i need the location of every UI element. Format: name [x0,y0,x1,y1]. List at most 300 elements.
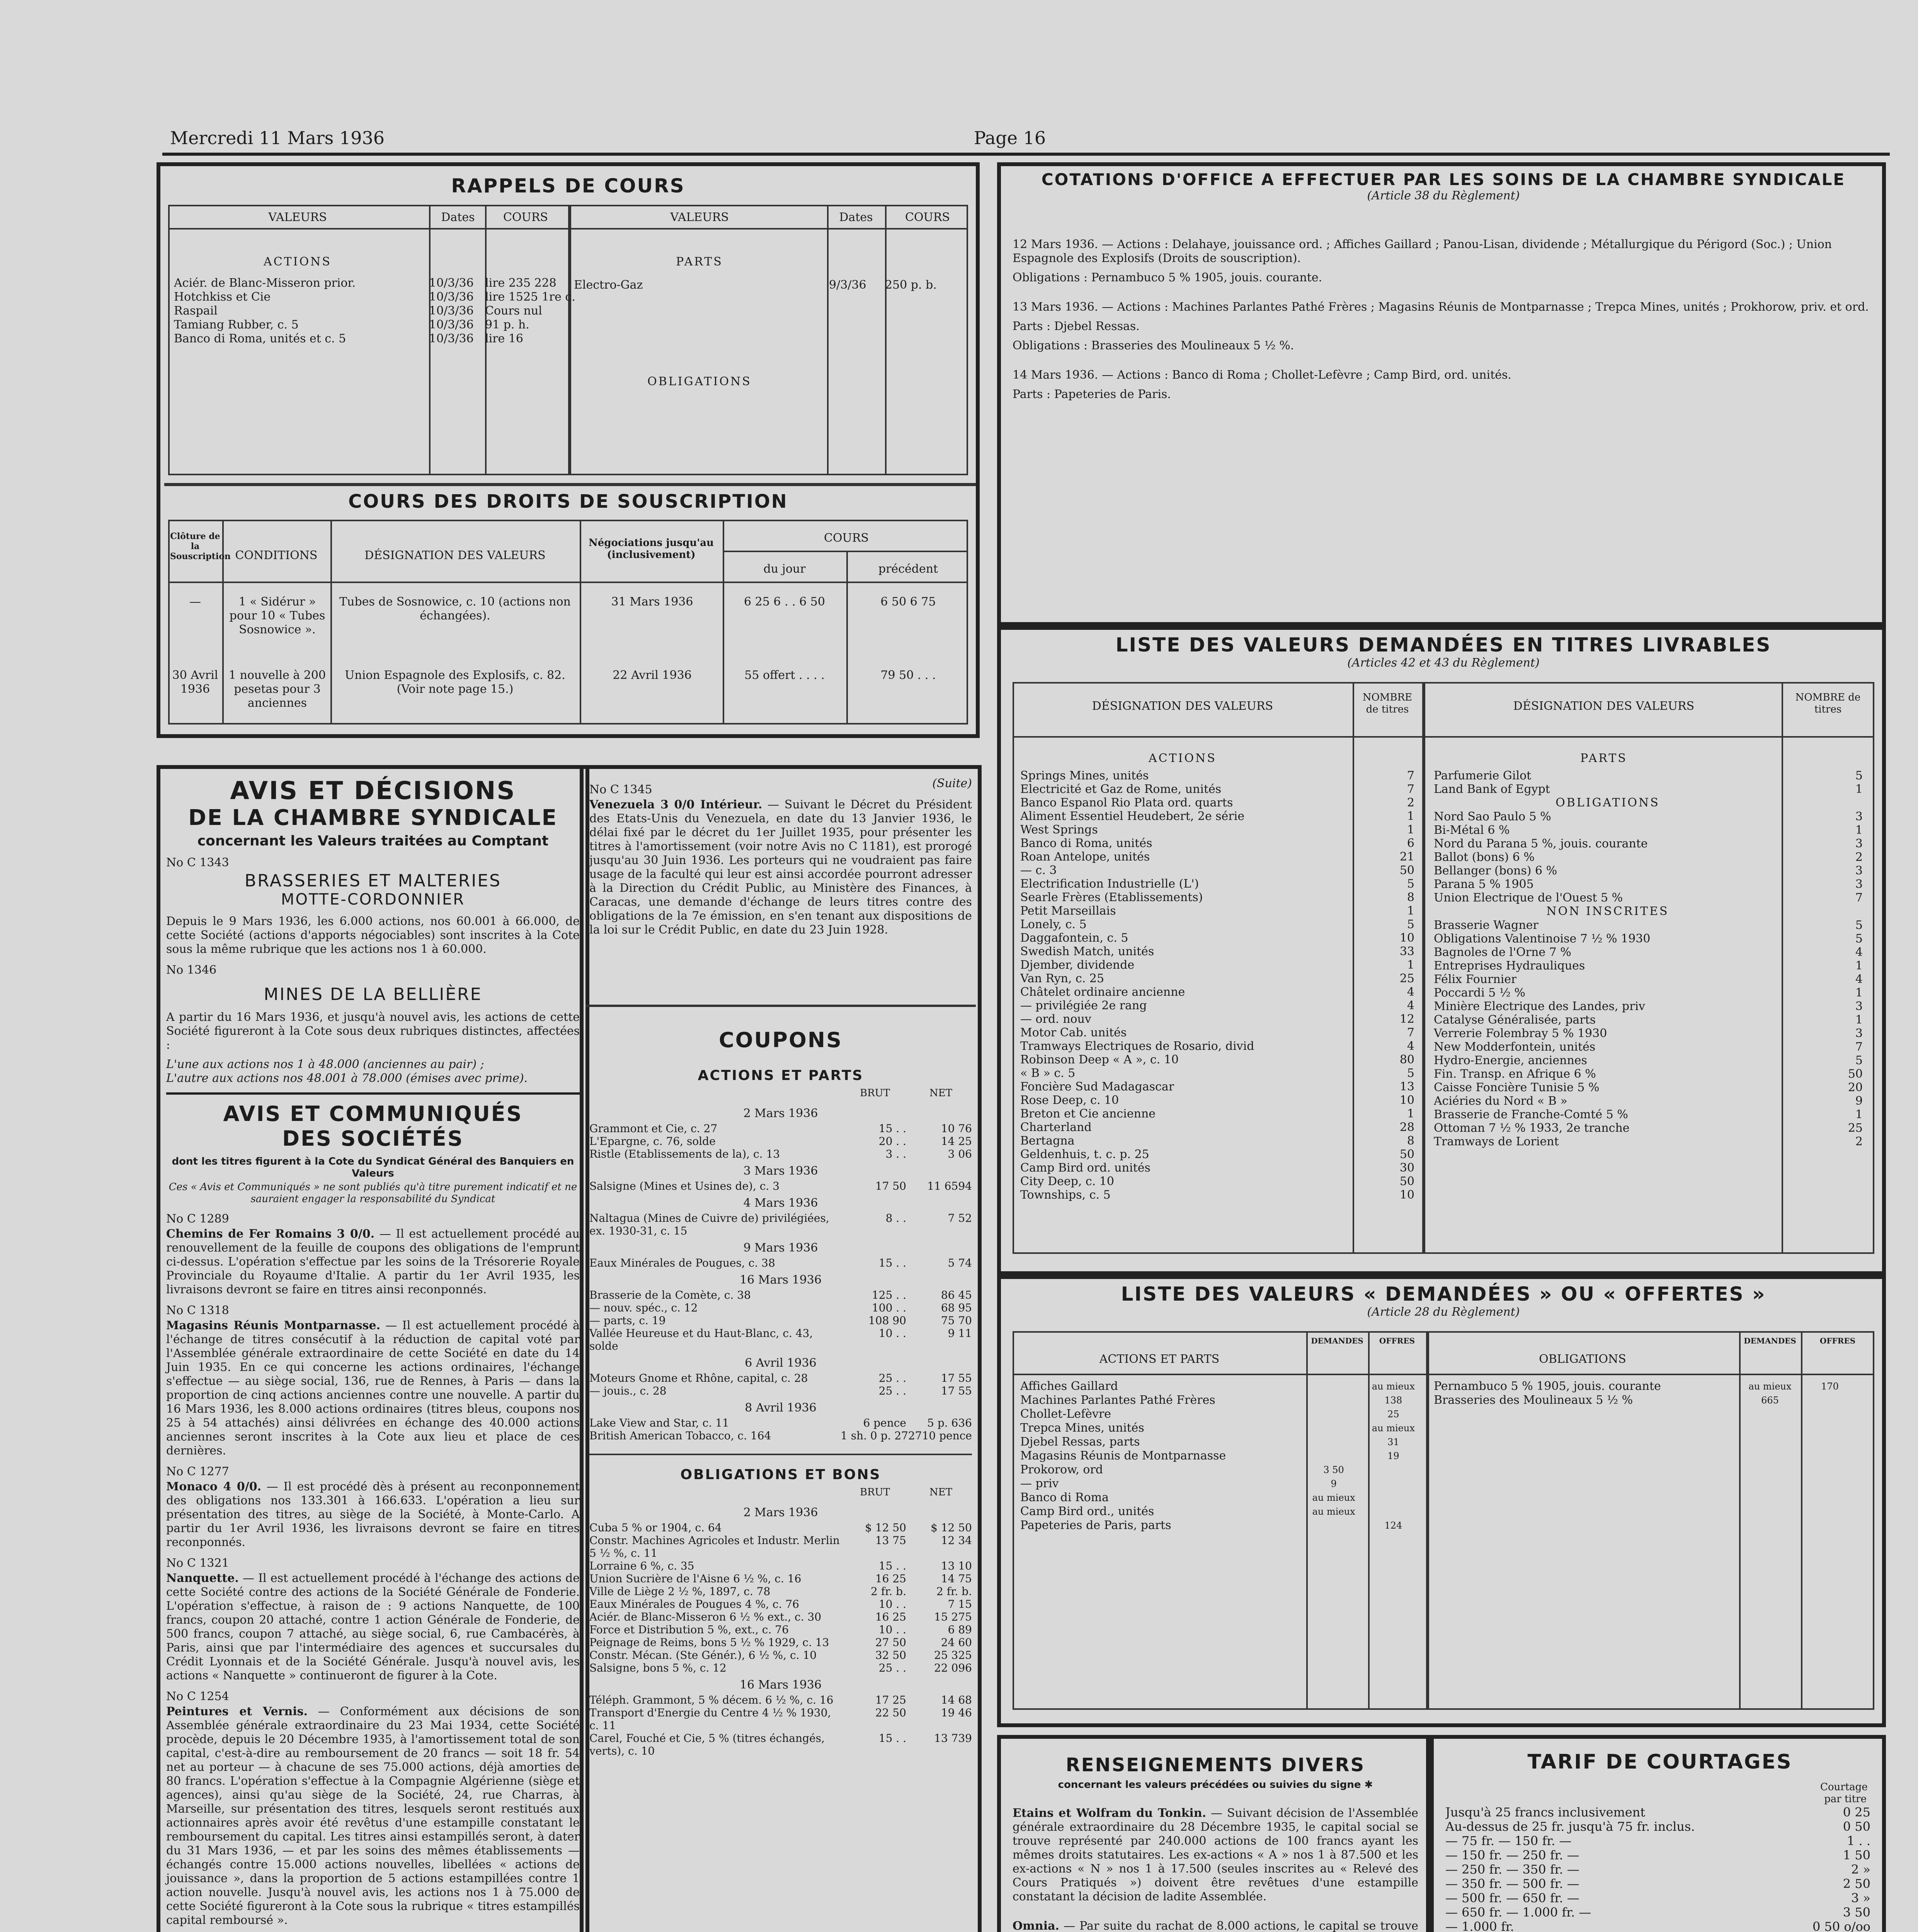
rappels-action-name: Hotchkiss et Cie [174,290,271,304]
coupon-obligation-brut: 15 . . [878,1560,906,1572]
livrables-non-inscrites-row-value: 4 [1855,973,1863,986]
communique-heading: Monaco 4 0/0. [166,1480,262,1493]
rappels-action-row [174,276,564,290]
livrables-non-inscrites-row-name: Fin. Transp. en Afrique 6 % [1434,1067,1596,1081]
coupon-action-date: 3 Mars 1936 [743,1164,818,1178]
coupon-action-net: 14 25 [941,1135,972,1148]
coupon-obligation-brut: 2 fr. b. [870,1585,906,1598]
livrables-left-row-value: 1 [1407,958,1414,972]
livrables-left-row-name: Van Ryn, c. 25 [1020,972,1105,985]
coupon-obligation-row [589,1611,972,1623]
renseignements-head-2: Omnia. [1013,1919,1059,1932]
demandees-left-demande [1303,1519,1364,1532]
coupon-obligation-date: 2 Mars 1936 [743,1506,818,1519]
courtages-row-value: 1 50 [1843,1848,1870,1862]
livrables-non-inscrites-row-value: 5 [1855,1054,1863,1067]
coupon-obligation-net: 19 46 [941,1706,972,1719]
courtages-row [1445,1920,1870,1932]
livrables-left-row-value: 25 [1399,972,1414,985]
rappels-action-name: Banco di Roma, unités et c. 5 [174,332,346,345]
livrables-left-row-name: Lonely, c. 5 [1020,918,1087,931]
demandees-left-name: Papeteries de Paris, parts [1020,1519,1171,1532]
livrables-left-list [1020,769,1414,1202]
demandees-right-row [1434,1379,1870,1393]
coupon-obligation-brut: 22 50 [875,1706,906,1719]
cotations-items [1013,238,1874,401]
livrables-left-row [1020,945,1414,958]
livrables-left-row [1020,1161,1414,1175]
livrables-left-row [1020,999,1414,1012]
livrables-left-row-name: « B » c. 5 [1020,1066,1076,1080]
livrables-non-inscrites-row-value: 9 [1855,1094,1863,1108]
coupon-action-net: 75 70 [941,1314,972,1327]
communique-paragraph [166,1227,580,1297]
livrables-left-row-value: 4 [1407,985,1414,999]
courtages-row [1445,1905,1870,1920]
livrables-col-nombre: NOMBRE de titres [1362,692,1413,715]
courtages-row [1445,1805,1870,1820]
livrables-left-row [1020,877,1414,891]
coupon-action-brut: 1 sh. 0 p. 2727 [841,1429,922,1442]
rappels-action-date: 10/3/36 [429,332,474,345]
rappels-col-cours: COURS [503,211,548,224]
courtages-row [1445,1820,1870,1834]
coupon-obligation-row [589,1560,972,1572]
communique-heading: Nanquette. [166,1571,239,1585]
coupon-obligation-brut: 27 50 [875,1636,906,1649]
courtages-row-name: Jusqu'à 25 francs inclusivement [1445,1805,1646,1820]
coupon-action-brut: 17 50 [875,1180,906,1192]
demandees-left-name: Camp Bird ord., unités [1020,1505,1154,1518]
demandees-left-name: Magasins Réunis de Montparnasse [1020,1449,1226,1463]
coupon-action-name: Moteurs Gnome et Rhône, capital, c. 28 [589,1372,808,1384]
livrables-non-inscrites-row [1434,1108,1863,1121]
courtages-row-name: — 1.000 fr. [1445,1920,1514,1932]
coupon-obligation-net: 22 096 [934,1662,972,1674]
cotations-item: 12 Mars 1936. — Actions : Delahaye, jouissance ord. ; Affiches Gaillard ; Panou-Lisan, dividende ; Métallurgique du Périgord (Soc.) ; Union Espagnole des Explosifs (Droits de souscription). [1013,238,1832,265]
cotations-item: Parts : Papeteries de Paris. [1013,388,1171,401]
coupon-obligation-net: $ 12 50 [931,1521,972,1534]
demandees-section [1013,1283,1874,1319]
coupon-action-name: L'Epargne, c. 76, solde [589,1135,716,1148]
courtages-row-value: 1 . . [1847,1833,1870,1848]
rappels-action-cours: lire 235 228 [485,276,557,290]
coupon-action-brut: 108 90 [868,1314,906,1327]
courtages-row [1445,1891,1870,1905]
demandees-right-name: Brasseries des Moulineaux 5 ½ % [1434,1393,1633,1407]
souscription-conditions: 1 « Sidérur » pour 10 « Tubes Sosnowice ». [229,595,325,636]
souscription-col-designation: DÉSIGNATION DES VALEURS [364,549,546,562]
livrables-left-row-name: — c. 3 [1020,864,1057,877]
livrables-obligations-row-name: Bi-Métal 6 % [1434,823,1510,837]
livrables-non-inscrites-row-value: 5 [1855,932,1863,946]
rappels-action-date: 10/3/36 [429,276,474,290]
communique-heading: Magasins Réunis Montparnasse. [166,1319,381,1332]
rappels-action-row [174,290,575,304]
livrables-left-row-name: Banco di Roma, unités [1020,837,1152,850]
courtages-row-value: 0 50 o/oo [1812,1919,1870,1932]
demandees-left-demande [1303,1407,1364,1421]
livrables-left-row-value: 4 [1407,999,1414,1012]
demandees-left-row [1020,1449,1422,1463]
livrables-non-inscrites-row [1434,1040,1863,1054]
rappels-actions-label: ACTIONS [264,255,332,269]
livrables-non-inscrites-row-value: 1 [1855,959,1863,973]
coupon-obligation-row [589,1521,972,1534]
communique-heading: Peintures et Vernis. [166,1705,308,1718]
coupon-action-name: Vallée Heureuse et du Haut-Blanc, c. 43, solde [589,1327,813,1352]
rappels-parts-list [574,278,964,292]
demandees-title: LISTE DES VALEURS « DEMANDÉES » OU « OFFERTES » [1121,1283,1766,1305]
coupon-action-date: 16 Mars 1936 [740,1273,822,1287]
demandees-left-offre [1365,1505,1422,1519]
demandees-left-row [1020,1407,1422,1421]
coupons-title: COUPONS [719,1028,842,1052]
page-header [170,124,1870,151]
livrables-parts-row-value: 1 [1855,782,1863,796]
rappels-actions-list [174,276,575,346]
coupon-obligation-date: 16 Mars 1936 [740,1678,822,1692]
livrables-left-row [1020,1094,1414,1107]
demandees-left-row [1020,1463,1422,1477]
coupon-action-row [589,1417,972,1429]
livrables-col-designation: DÉSIGNATION DES VALEURS [1092,699,1273,713]
renseignements-title: RENSEIGNEMENTS DIVERS [1065,1754,1365,1776]
courtages-row-value: 0 50 [1843,1819,1870,1834]
coupon-action-name: — parts, c. 19 [589,1314,666,1327]
livrables-parts-row-name: Land Bank of Egypt [1434,782,1550,796]
rappels-action-cours: lire 1525 1re c. [485,290,575,304]
demandees-right-list [1434,1379,1870,1407]
livrables-non-inscrites-row [1434,973,1863,986]
coupon-obligation-brut: 10 . . [878,1598,906,1611]
livrables-non-inscrites-row-name: Catalyse Généralisée, parts [1434,1013,1596,1027]
communique-paragraph [166,1571,580,1683]
coupon-obligation-brut: 16 25 [875,1572,906,1585]
coupon-action-brut: 25 . . [878,1372,906,1384]
coupon-action-date: 2 Mars 1936 [743,1107,818,1120]
livrables-non-inscrites-row-value: 1 [1855,986,1863,1000]
coupon-obligation-row [589,1623,972,1636]
coupon-action-brut: 25 . . [878,1384,906,1397]
rappels-action-row [174,318,564,332]
livrables-left-row-name: Petit Marseillais [1020,904,1116,918]
venezuela-section [589,777,972,942]
livrables-left-row-name: Robinson Deep « A », c. 10 [1020,1053,1179,1066]
coupon-obligation-net: 14 68 [941,1694,972,1706]
communique-paragraph [166,1705,580,1927]
livrables-left-row-value: 7 [1407,769,1414,782]
demandees-left-offre: 25 [1387,1409,1399,1420]
communique-ref: No C 1289 [166,1212,229,1226]
livrables-right-list [1434,769,1867,1148]
livrables-left-row [1020,985,1414,999]
livrables-left-row [1020,837,1414,850]
rappels-part-cours: 250 p. b. [885,278,937,292]
coupon-action-name: Ristle (Etablissements de la), c. 13 [589,1148,780,1160]
livrables-left-row [1020,823,1414,837]
coupon-action-row [589,1180,972,1192]
demandees-left-name: Prokorow, ord [1020,1463,1103,1476]
livrables-non-inscrites-row-value: 5 [1855,918,1863,932]
coupon-action-net: 7 52 [948,1212,972,1225]
livrables-left-row-value: 80 [1399,1053,1414,1066]
renseignements-subtitle: concernant les valeurs précédées ou suivies du signe ✱ [1058,1779,1373,1791]
livrables-left-row [1020,1134,1414,1148]
livrables-parts-row-value: 5 [1855,769,1863,782]
livrables-subtitle: (Articles 42 et 43 du Règlement) [1347,656,1540,670]
avis-chambre-paragraph-2c: L'autre aux actions nos 48.001 à 78.000 (émises avec prime). [166,1071,528,1085]
coupon-obligation-name: Eaux Minérales de Pougues 4 %, c. 76 [589,1598,799,1611]
livrables-left-row [1020,810,1414,823]
livrables-non-inscrites-row-value: 50 [1848,1067,1863,1081]
livrables-left-row-value: 50 [1399,864,1414,877]
coupon-action-brut: 100 . . [871,1301,906,1314]
coupons-brut-label-2: BRUT [860,1486,890,1498]
courtages-row-name: — 150 fr. — 250 fr. — [1445,1848,1579,1862]
communique-ref: No C 1254 [166,1690,229,1703]
coupon-action-brut: 10 . . [878,1327,906,1340]
livrables-left-row [1020,1066,1414,1080]
livrables-left-row [1020,850,1414,864]
venezuela-ref: No C 1345 [589,783,652,796]
demandees-left-demande: au mieux [1312,1506,1355,1517]
livrables-left-row-name: — ord. nouv [1020,1012,1091,1026]
coupon-action-brut: 3 . . [885,1148,906,1160]
demandees-left-offre: 19 [1387,1451,1399,1461]
livrables-non-inscrites-row-value: 3 [1855,1027,1863,1040]
avis-chambre-paragraph-2: A partir du 16 Mars 1936, et jusqu'à nouvel avis, les actions de cette Société figureront à la Cote sous deux rubriques distinctes, affectées : [166,1010,580,1052]
demandees-left-offre [1365,1491,1422,1505]
souscription-designation: Union Espagnole des Explosifs, c. 82. (Voir note page 15.) [345,668,565,696]
coupon-obligation-net: 13 739 [934,1732,972,1745]
demandees-left-offre: au mieux [1372,1423,1415,1434]
livrables-left-row-value: 12 [1399,1012,1414,1026]
courtages-row-name: — 350 fr. — 500 fr. — [1445,1877,1579,1891]
coupon-action-date: 9 Mars 1936 [743,1241,818,1255]
demandees-col-offres-2: OFFRES [1819,1336,1856,1345]
coupon-action-net: 11 6594 [927,1180,972,1192]
livrables-obligations-row-value: 3 [1855,837,1863,850]
livrables-obligations-row-value: 2 [1855,850,1863,864]
cotations-subtitle: (Article 38 du Règlement) [1367,189,1520,202]
communiques-title-2: DES SOCIÉTÉS [282,1126,464,1151]
souscription-negociations: 22 Avril 1936 [613,668,692,682]
coupon-action-net: 10 76 [941,1122,972,1135]
livrables-parts-row-name: Parfumerie Gilot [1434,769,1532,782]
livrables-left-row-value: 4 [1407,1039,1414,1053]
demandees-left-demande: 9 [1331,1478,1337,1489]
livrables-left-row-name: West Springs [1020,823,1098,837]
livrables-left-row-name: Electrification Industrielle (L') [1020,877,1199,891]
coupon-action-name: — jouis., c. 28 [589,1384,667,1397]
livrables-obligations-row [1434,891,1863,905]
courtages-row-name: — 75 fr. — 150 fr. — [1445,1834,1572,1848]
courtages-row-name: — 650 fr. — 1.000 fr. — [1445,1905,1591,1920]
livrables-non-inscrites-row-value: 20 [1848,1081,1863,1094]
demandees-left-offre [1365,1477,1422,1491]
livrables-non-inscrites-row-name: Minière Electrique des Landes, priv [1434,1000,1646,1013]
coupon-action-net: 86 45 [941,1289,972,1301]
livrables-left-row-value: 13 [1399,1080,1414,1094]
demandees-left-offre [1365,1463,1422,1477]
livrables-obligations-row-value: 3 [1855,810,1863,823]
livrables-left-row-name: Geldenhuis, t. c. p. 25 [1020,1148,1149,1161]
demandees-left-name: Machines Parlantes Pathé Frères [1020,1393,1215,1407]
souscription-col-jour: du jour [763,562,806,576]
coupon-obligation-brut: 10 . . [878,1623,906,1636]
demandees-left-demande [1303,1393,1364,1407]
coupon-obligation-name: Salsigne, bons 5 %, c. 12 [589,1662,727,1674]
coupon-action-net: 68 95 [941,1301,972,1314]
courtages-row-name: — 250 fr. — 350 fr. — [1445,1862,1579,1877]
coupon-obligation-row [589,1636,972,1649]
livrables-left-row [1020,1039,1414,1053]
coupon-obligation-net: 2 fr. b. [936,1585,972,1598]
coupons-actions-title: ACTIONS ET PARTS [698,1068,864,1083]
communique-text: — Il est actuellement procédé à l'échange de titres consécutif à la réduction de capital voté par l'Assemblée générale extraordinaire de cette Société en date du 14 Juin 1935. En ce qui concerne les actions ordinaires, l'échange s'effectue — au siège social, 136, rue de Rennes, à Paris — dans la proportion de cinq actions anciennes contre une nouvelle. A partir du 16 Mars 1936, les 8.000 actions ordinaires (titres bleus, coupons nos 25 à 54 attachés) ainsi délivrées en échange des 40.000 actions anciennes seront inscrites à la Cote aux lieu et place de ces dernières. [166,1319,580,1458]
coupon-obligation-row [589,1598,972,1611]
livrables-non-inscrites-row-value: 1 [1855,1013,1863,1027]
demandees-left-row [1020,1491,1422,1505]
demandees-left-name: Affiches Gaillard [1020,1379,1118,1393]
rappels-col-dates-2: Dates [839,211,873,224]
livrables-non-inscrites-row [1434,1000,1863,1013]
coupons-actions-table [589,1107,972,1442]
demandees-left-offre: 124 [1384,1520,1402,1531]
livrables-left-row [1020,1175,1414,1188]
coupon-obligation-row [589,1694,972,1706]
rappels-part-name: Electro-Gaz [574,278,643,292]
demandees-left-demande: 3 50 [1323,1464,1344,1475]
livrables-left-row [1020,864,1414,877]
livrables-left-row [1020,931,1414,945]
coupon-obligation-row [589,1706,972,1732]
renseignements-text-2: — Par suite du rachat de 8.000 actions, le capital se trouve [1064,1919,1418,1932]
coupon-action-name: British American Tobacco, c. 164 [589,1429,771,1442]
rappels-action-cours: 91 p. h. [485,318,529,332]
renseignements-text-1: — Suivant décision de l'Assemblée générale extraordinaire du 28 Décembre 1935, le capital social se trouve représenté par 240.000 actions de 100 francs ayant les mêmes droits statutaires. Les ex-actions « A » nos 1 à 87.500 et les ex-actions « N » nos 1 à 17.500 (seules inscrites au « Relevé des Cours Pratiqués ») doivent être revêtues d'une estampille constatant la décision de ladite Assemblée. [1013,1806,1418,1903]
livrables-left-row-value: 8 [1407,1134,1414,1148]
rappels-action-name: Raspail [174,304,218,318]
communiques-title-1: AVIS ET COMMUNIQUÉS [223,1102,523,1126]
rappels-action-date: 10/3/36 [429,304,474,318]
demandees-subtitle: (Article 28 du Règlement) [1367,1305,1520,1319]
communiques-items [166,1212,580,1932]
livrables-non-inscrites-row [1434,1013,1863,1027]
avis-chambre-section [166,777,580,1932]
livrables-obligations-row-name: Nord du Parana 5 %, jouis. courante [1434,837,1648,850]
rappels-action-row [174,332,564,346]
souscription-col-cloture: Clôture de la Souscription [170,531,231,561]
coupons-net-label: NET [929,1087,953,1099]
livrables-left-row [1020,891,1414,904]
avis-chambre-heading-1: BRASSERIES ET MALTERIES [244,871,502,891]
livrables-col-designation-2: DÉSIGNATION DES VALEURS [1513,699,1695,713]
demandees-col-offres: OFFRES [1379,1336,1415,1345]
coupon-obligation-brut: 25 . . [878,1662,906,1674]
livrables-left-row [1020,904,1414,918]
coupon-obligation-name: Peignage de Reims, bons 5 ½ % 1929, c. 13 [589,1636,829,1649]
avis-chambre-heading-2: MINES DE LA BELLIÈRE [264,985,482,1004]
livrables-non-inscrites-row-value: 3 [1855,1000,1863,1013]
livrables-non-inscrites-row-name: Bagnoles de l'Orne 7 % [1434,946,1571,959]
livrables-left-row-value: 1 [1407,904,1414,918]
coupon-obligation-name: Constr. Mécan. (Ste Génér.), 6 ½ %, c. 10 [589,1649,817,1662]
communique-ref: No C 1277 [166,1465,229,1478]
coupon-obligation-row [589,1585,972,1598]
coupon-action-row [589,1384,972,1397]
communique-text: — Il est procédé dès à présent au reconponnement des obligations nos 133.301 à 166.633. L'opération a lieu sur présentation des titres, au siège de la Société, à Monte-Carlo. A partir du 1er Avril 1936, les livraisons devront se faire en titres reconponnés. [166,1480,580,1549]
souscription-title: COURS DES DROITS DE SOUSCRIPTION [348,491,788,512]
livrables-left-row [1020,1188,1414,1202]
avis-chambre-paragraph-1: Depuis le 9 Mars 1936, les 6.000 actions, nos 60.001 à 66.000, de cette Société (actions d'apports négociables) sont inscrites à la Cote sous la même rubrique que les actions nos 1 à 60.000. [166,915,580,956]
demandees-left-demande [1303,1449,1364,1463]
cotations-item: Parts : Djebel Ressas. [1013,320,1140,333]
livrables-obligations-row-name: Union Electrique de l'Ouest 5 % [1434,891,1623,905]
courtages-row-name: — 500 fr. — 650 fr. — [1445,1891,1579,1905]
cotations-item: Obligations : Brasseries des Moulineaux 5 ½ %. [1013,339,1294,352]
livrables-obligations-row-name: Ballot (bons) 6 % [1434,850,1535,864]
livrables-left-row-value: 7 [1407,782,1414,796]
coupon-action-net: 5 p. 636 [927,1417,972,1429]
livrables-left-row-name: Breton et Cie ancienne [1020,1107,1156,1121]
livrables-left-row-value: 10 [1399,1094,1414,1107]
livrables-left-row-name: Camp Bird ord. unités [1020,1161,1150,1175]
coupon-action-brut: 15 . . [878,1122,906,1135]
coupon-action-row [589,1314,972,1327]
livrables-left-row-value: 50 [1399,1148,1414,1161]
coupon-action-row [589,1122,972,1135]
coupon-action-date: 8 Avril 1936 [745,1401,817,1415]
avis-chambre-ref-1: No C 1343 [166,856,229,869]
livrables-left-row-value: 1 [1407,810,1414,823]
livrables-obligations-row [1434,864,1863,878]
coupon-action-name: Salsigne (Mines et Usines de), c. 3 [589,1180,780,1192]
demandees-left-name: Djebel Ressas, parts [1020,1435,1140,1449]
rappels-action-date: 10/3/36 [429,290,474,304]
livrables-left-row-name: Aliment Essentiel Heudebert, 2e série [1020,810,1245,823]
demandees-left-name: Trepca Mines, unités [1020,1421,1144,1435]
livrables-left-row-name: Springs Mines, unités [1020,769,1149,782]
livrables-left-row [1020,769,1414,782]
courtages-title: TARIF DE COURTAGES [1527,1750,1792,1774]
livrables-left-row-value: 5 [1407,1066,1414,1080]
courtages-row [1445,1877,1870,1891]
demandees-right-offre: 170 [1821,1381,1839,1392]
livrables-left-row-name: Roan Antelope, unités [1020,850,1150,864]
demandees-left-demande [1303,1435,1364,1449]
livrables-left-row-name: Rose Deep, c. 10 [1020,1094,1119,1107]
livrables-obligations-row [1434,810,1863,823]
coupon-action-net: 9 11 [948,1327,972,1340]
rappels-action-date: 10/3/36 [429,318,474,332]
cotations-item: 14 Mars 1936. — Actions : Banco di Roma ; Chollet-Lefèvre ; Camp Bird, ord. unités. [1013,368,1511,382]
livrables-non-inscrites-row-name: Aciéries du Nord « B » [1434,1094,1567,1108]
demandees-left-offre: au mieux [1372,1381,1415,1392]
livrables-left-row-value: 50 [1399,1175,1414,1188]
demandees-col-demandes: DEMANDES [1311,1336,1363,1345]
demandees-col-obligations: OBLIGATIONS [1539,1352,1626,1366]
coupon-action-net: 17 55 [941,1372,972,1384]
livrables-left-row-value: 21 [1399,850,1414,864]
avis-chambre-ref-2: No 1346 [166,963,217,977]
demandees-right-offre [1801,1393,1859,1407]
livrables-left-row [1020,1148,1414,1161]
livrables-non-inscrites-row [1434,918,1863,932]
livrables-left-row-name: Bertagna [1020,1134,1075,1148]
souscription-jour: 6 25 6 . . 6 50 [744,595,825,609]
